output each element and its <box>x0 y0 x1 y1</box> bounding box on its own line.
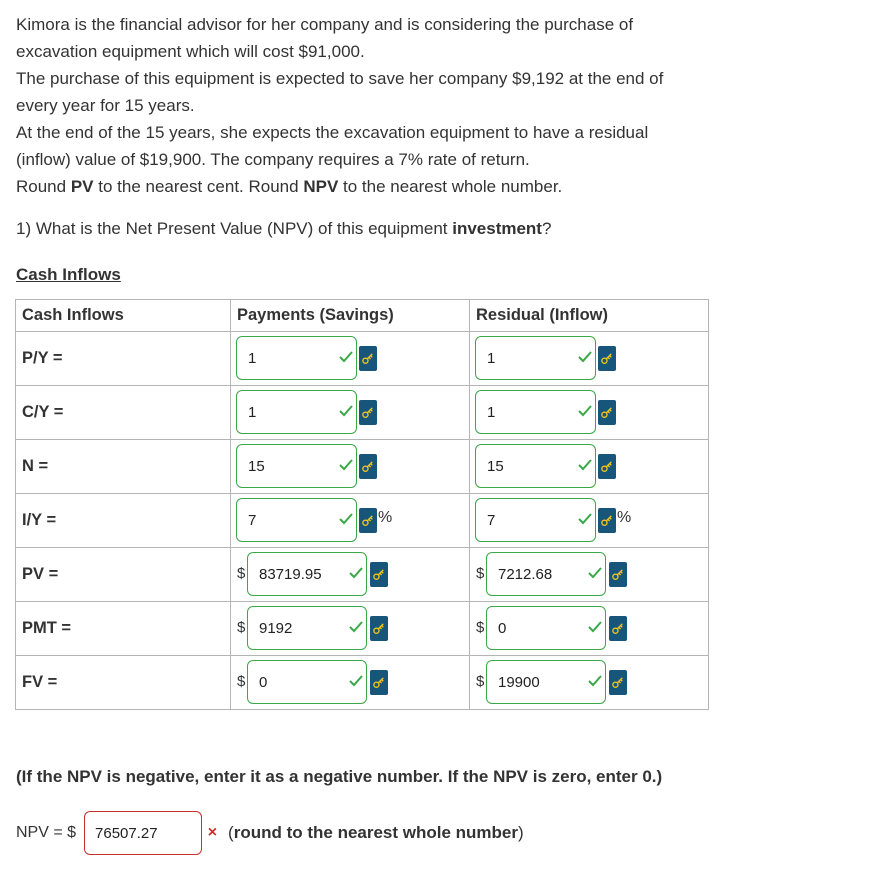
question <box>16 219 551 239</box>
answer-input[interactable] <box>236 498 357 542</box>
check-icon <box>349 675 363 687</box>
input-cell <box>470 440 708 493</box>
key-icon[interactable] <box>370 616 388 641</box>
key-icon[interactable] <box>359 454 377 479</box>
input-cell <box>231 332 469 385</box>
table-header-row <box>16 300 709 332</box>
round-text: to the nearest cent. Round <box>93 177 304 196</box>
input-cell <box>470 656 708 709</box>
currency-symbol: $ <box>476 673 485 690</box>
npv-note: (If the NPV is negative, enter it as a negative number. If the NPV is zero, enter 0.) <box>16 767 663 786</box>
answer-value: 83719.95 <box>259 565 322 583</box>
input-cell <box>470 332 708 385</box>
question-text: 1) What is the Net Present Value (NPV) of this equipment <box>16 219 453 238</box>
currency-symbol: $ <box>476 619 485 636</box>
check-icon <box>349 567 363 579</box>
hint-paren: ( <box>228 823 234 842</box>
hint-paren: ) <box>518 823 524 842</box>
check-icon <box>349 621 363 633</box>
check-icon <box>578 459 592 471</box>
problem-line: (inflow) value of $19,900. The company requires a 7% rate of return. <box>16 150 530 169</box>
question-bold: investment <box>452 219 542 238</box>
answer-input[interactable] <box>247 606 367 650</box>
answer-value: 15 <box>248 457 265 475</box>
key-icon[interactable] <box>598 508 616 533</box>
check-icon <box>339 513 353 525</box>
row-label: N = <box>16 440 231 494</box>
input-cell <box>231 602 469 655</box>
residual-cell <box>470 656 709 710</box>
answer-value: 0 <box>259 673 268 691</box>
answer-input[interactable] <box>486 552 606 596</box>
table-row <box>16 602 709 656</box>
residual-cell <box>470 602 709 656</box>
table-row <box>16 656 709 710</box>
answer-value: 15 <box>487 457 504 475</box>
key-icon[interactable] <box>370 670 388 695</box>
input-cell <box>231 440 469 493</box>
key-icon[interactable] <box>598 454 616 479</box>
npv-input[interactable] <box>84 811 218 855</box>
check-icon <box>578 405 592 417</box>
problem-line: Kimora is the financial advisor for her company and is considering the purchase of <box>16 15 634 34</box>
answer-input[interactable] <box>475 498 596 542</box>
input-cell <box>231 494 469 547</box>
key-icon[interactable] <box>609 616 627 641</box>
table-row <box>16 494 709 548</box>
problem-line: excavation equipment which will cost $91,000. <box>16 42 365 61</box>
answer-input[interactable] <box>236 390 357 434</box>
percent-sign: % <box>378 509 393 526</box>
row-label: P/Y = <box>16 332 231 386</box>
payments-cell <box>231 548 470 602</box>
answer-value: 1 <box>487 403 496 421</box>
input-cell <box>231 656 469 709</box>
answer-value: 1 <box>248 403 257 421</box>
input-cell <box>231 386 469 439</box>
payments-cell <box>231 332 470 386</box>
answer-value: 7 <box>487 511 496 529</box>
payments-cell <box>231 656 470 710</box>
check-icon <box>588 621 602 633</box>
check-icon <box>578 513 592 525</box>
table-row <box>16 332 709 386</box>
problem-line: every year for 15 years. <box>16 96 195 115</box>
section-title: Cash Inflows <box>16 265 121 284</box>
key-icon[interactable] <box>609 562 627 587</box>
check-icon <box>339 459 353 471</box>
round-text: to the nearest whole number. <box>338 177 563 196</box>
key-icon[interactable] <box>370 562 388 587</box>
x-icon: × <box>207 824 218 841</box>
answer-input[interactable] <box>236 444 357 488</box>
check-icon <box>588 567 602 579</box>
payments-cell <box>231 602 470 656</box>
row-label: PV = <box>16 548 231 602</box>
key-icon[interactable] <box>359 508 377 533</box>
row-label: I/Y = <box>16 494 231 548</box>
payments-cell <box>231 494 470 548</box>
answer-input[interactable] <box>486 660 606 704</box>
check-icon <box>578 351 592 363</box>
residual-cell <box>470 548 709 602</box>
table-row <box>16 440 709 494</box>
key-icon[interactable] <box>598 346 616 371</box>
tvm-table <box>15 299 709 710</box>
problem-line: At the end of the 15 years, she expects the excavation equipment to have a residual <box>16 123 649 142</box>
residual-cell <box>470 440 709 494</box>
answer-input[interactable] <box>236 336 357 380</box>
payments-cell <box>231 386 470 440</box>
check-icon <box>339 405 353 417</box>
currency-symbol: $ <box>237 619 246 636</box>
currency-symbol: $ <box>237 565 246 582</box>
currency-symbol: $ <box>237 673 246 690</box>
input-cell <box>470 494 708 547</box>
residual-cell <box>470 494 709 548</box>
answer-value: 1 <box>248 349 257 367</box>
input-cell <box>470 548 708 601</box>
column-header: Payments (Savings) <box>231 300 470 332</box>
answer-input[interactable] <box>247 660 367 704</box>
answer-value: 0 <box>498 619 507 637</box>
column-header: Residual (Inflow) <box>470 300 709 332</box>
input-cell <box>470 602 708 655</box>
problem-line: The purchase of this equipment is expected to save her company $9,192 at the end of <box>16 69 664 88</box>
key-icon[interactable] <box>359 400 377 425</box>
percent-sign: % <box>617 509 632 526</box>
key-icon[interactable] <box>598 400 616 425</box>
answer-input[interactable] <box>475 444 596 488</box>
npv-value: 76507.27 <box>95 824 158 842</box>
answer-input[interactable] <box>486 606 606 650</box>
currency-symbol: $ <box>476 565 485 582</box>
problem-text <box>16 11 836 200</box>
input-cell <box>231 548 469 601</box>
round-pv: PV <box>70 177 94 196</box>
answer-input[interactable] <box>475 390 596 434</box>
answer-input[interactable] <box>475 336 596 380</box>
check-icon <box>588 675 602 687</box>
key-icon[interactable] <box>609 670 627 695</box>
answer-value: 1 <box>487 349 496 367</box>
table-row <box>16 386 709 440</box>
answer-value: 7 <box>248 511 257 529</box>
residual-cell <box>470 386 709 440</box>
row-label: C/Y = <box>16 386 231 440</box>
answer-value: 7212.68 <box>498 565 553 583</box>
npv-hint <box>228 823 524 843</box>
answer-input[interactable] <box>247 552 367 596</box>
npv-row <box>16 810 524 856</box>
question-text: ? <box>541 219 552 238</box>
answer-value: 9192 <box>259 619 293 637</box>
residual-cell <box>470 332 709 386</box>
npv-label: NPV = $ <box>16 824 77 841</box>
row-label: FV = <box>16 656 231 710</box>
key-icon[interactable] <box>359 346 377 371</box>
round-npv: NPV <box>303 177 339 196</box>
round-text: Round <box>16 177 71 196</box>
rounding-instruction <box>16 173 836 200</box>
column-header: Cash Inflows <box>16 300 231 332</box>
payments-cell <box>231 440 470 494</box>
hint-text: round to the nearest whole number <box>233 823 519 842</box>
row-label: PMT = <box>16 602 231 656</box>
input-cell <box>470 386 708 439</box>
check-icon <box>339 351 353 363</box>
table-row <box>16 548 709 602</box>
answer-value: 19900 <box>498 673 540 691</box>
